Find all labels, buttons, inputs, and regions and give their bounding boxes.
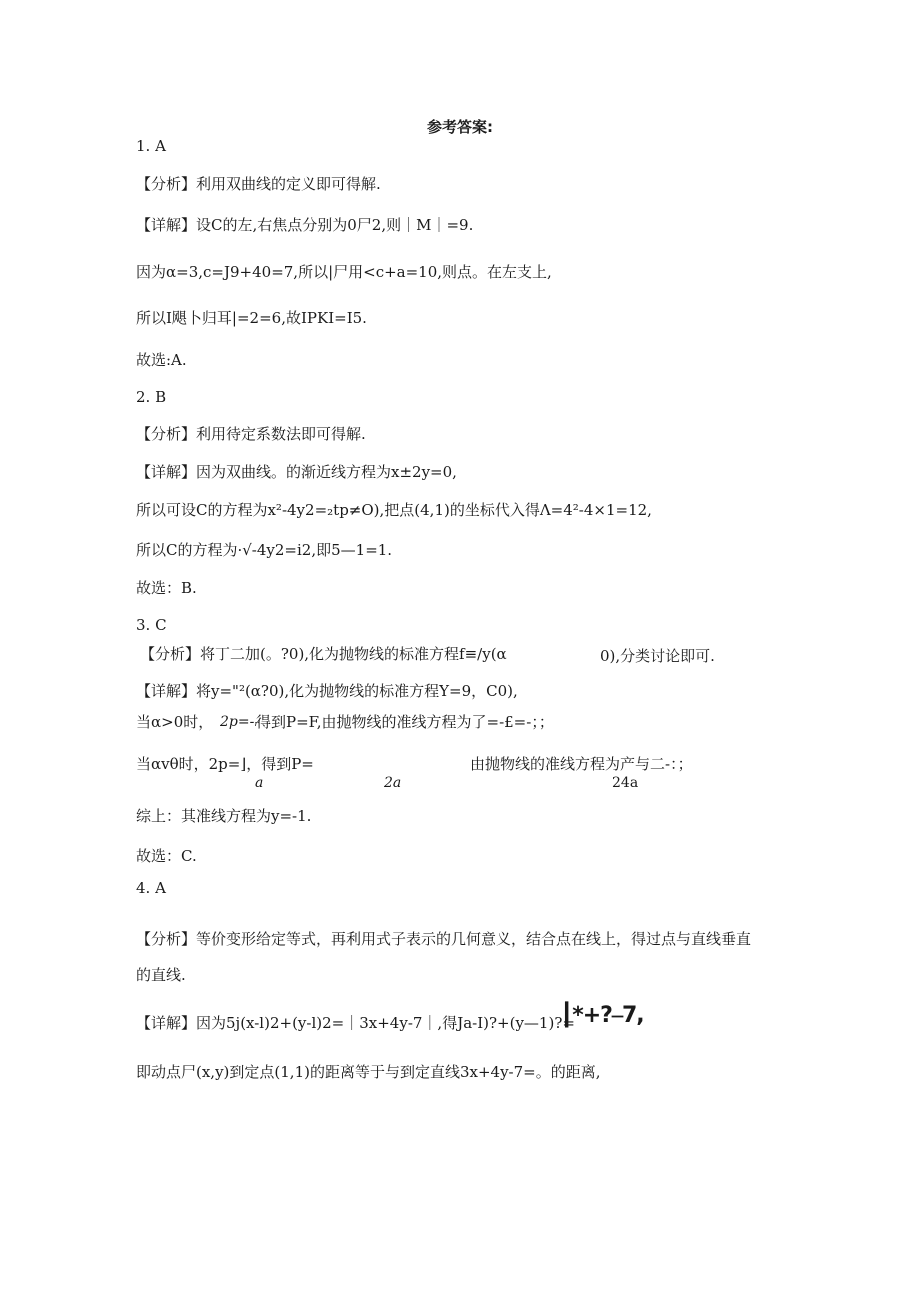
answer-3-analysis-tail: 0),分类讨论即可. (600, 647, 715, 665)
answer-2-heading: 2. B (136, 388, 167, 406)
answer-1-heading: 1. A (136, 137, 166, 155)
answer-2-analysis: 【分析】利用待定系数法即可得解. (136, 425, 366, 443)
answer-4-line: 即动点尸(x,y)到定点(1,1)的距离等于与到定直线3x+4y-7=。的距离, (136, 1063, 601, 1081)
answer-1-analysis: 【分析】利用双曲线的定义即可得解. (136, 175, 381, 193)
answer-1-line: 所以I飓卜归耳|=2=6,故IPKI=I5. (136, 309, 367, 327)
answer-4-analysis-cont: 的直线. (136, 966, 186, 984)
answer-3-denominator: 24a (612, 775, 639, 791)
answer-4-analysis: 【分析】等价变形给定等式，再利用式子表示的几何意义，结合点在线上，得过点与直线垂直 (136, 930, 752, 948)
answer-4-heading: 4. A (136, 879, 166, 897)
answer-3-denominator: a (255, 775, 264, 791)
answer-4-detail-tail: ┃*+?⎯7, (560, 1003, 644, 1028)
answer-3-case-negative: 当αvθ时，2p=⌋，得到P= (136, 755, 314, 773)
answer-1-choice: 故选:A. (136, 351, 187, 369)
answer-3-detail: 【详解】将y="²(α?0),化为抛物线的标准方程Y=9，C0), (136, 682, 518, 700)
answer-3-denominator: 2a (384, 775, 402, 791)
page-title: 参考答案: (427, 118, 493, 136)
answer-3-case-negative-tail: 由抛物线的准线方程为产与二-：； (470, 755, 693, 773)
answer-3-choice: 故选：C. (136, 847, 197, 865)
answer-2-line: 所以C的方程为·√-4y2=i2,即5—1=1. (136, 541, 393, 559)
answer-4-detail: 【详解】因为5j(x-l)2+(y-l)2=｜3x+4y-7｜,得Ja-I)?+(y—1)?= (136, 1014, 575, 1032)
answer-2-choice: 故选：B. (136, 579, 197, 597)
answer-1-detail: 【详解】设C的左,右焦点分别为0尸2,则｜M｜=9. (136, 216, 474, 234)
answer-2-line: 所以可设C的方程为x²-4y2=₂tp≠O),把点(4,1)的坐标代入得Λ=4²-4×1=12, (136, 501, 652, 519)
answer-3-case-positive-formula: 2p=-ᵣ (220, 714, 260, 730)
answer-3-heading: 3. C (136, 616, 167, 634)
answer-1-line: 因为α=3,c=J9+40=7,所以|尸用<c+a=10,则点。在左支上, (136, 263, 552, 281)
answer-3-case-positive: 得到P=F,由抛物线的准线方程为了=-£=-；； (256, 713, 554, 731)
answer-3-analysis: 【分析】将丁二加(。?0),化为抛物线的标准方程f≡∕y(α (140, 645, 507, 663)
answer-3-case-positive-prefix: 当α>0时， (136, 713, 214, 731)
answer-3-summary: 综上：其准线方程为y=-1. (136, 807, 312, 825)
answer-2-detail: 【详解】因为双曲线。的渐近线方程为x±2y=0, (136, 463, 457, 481)
